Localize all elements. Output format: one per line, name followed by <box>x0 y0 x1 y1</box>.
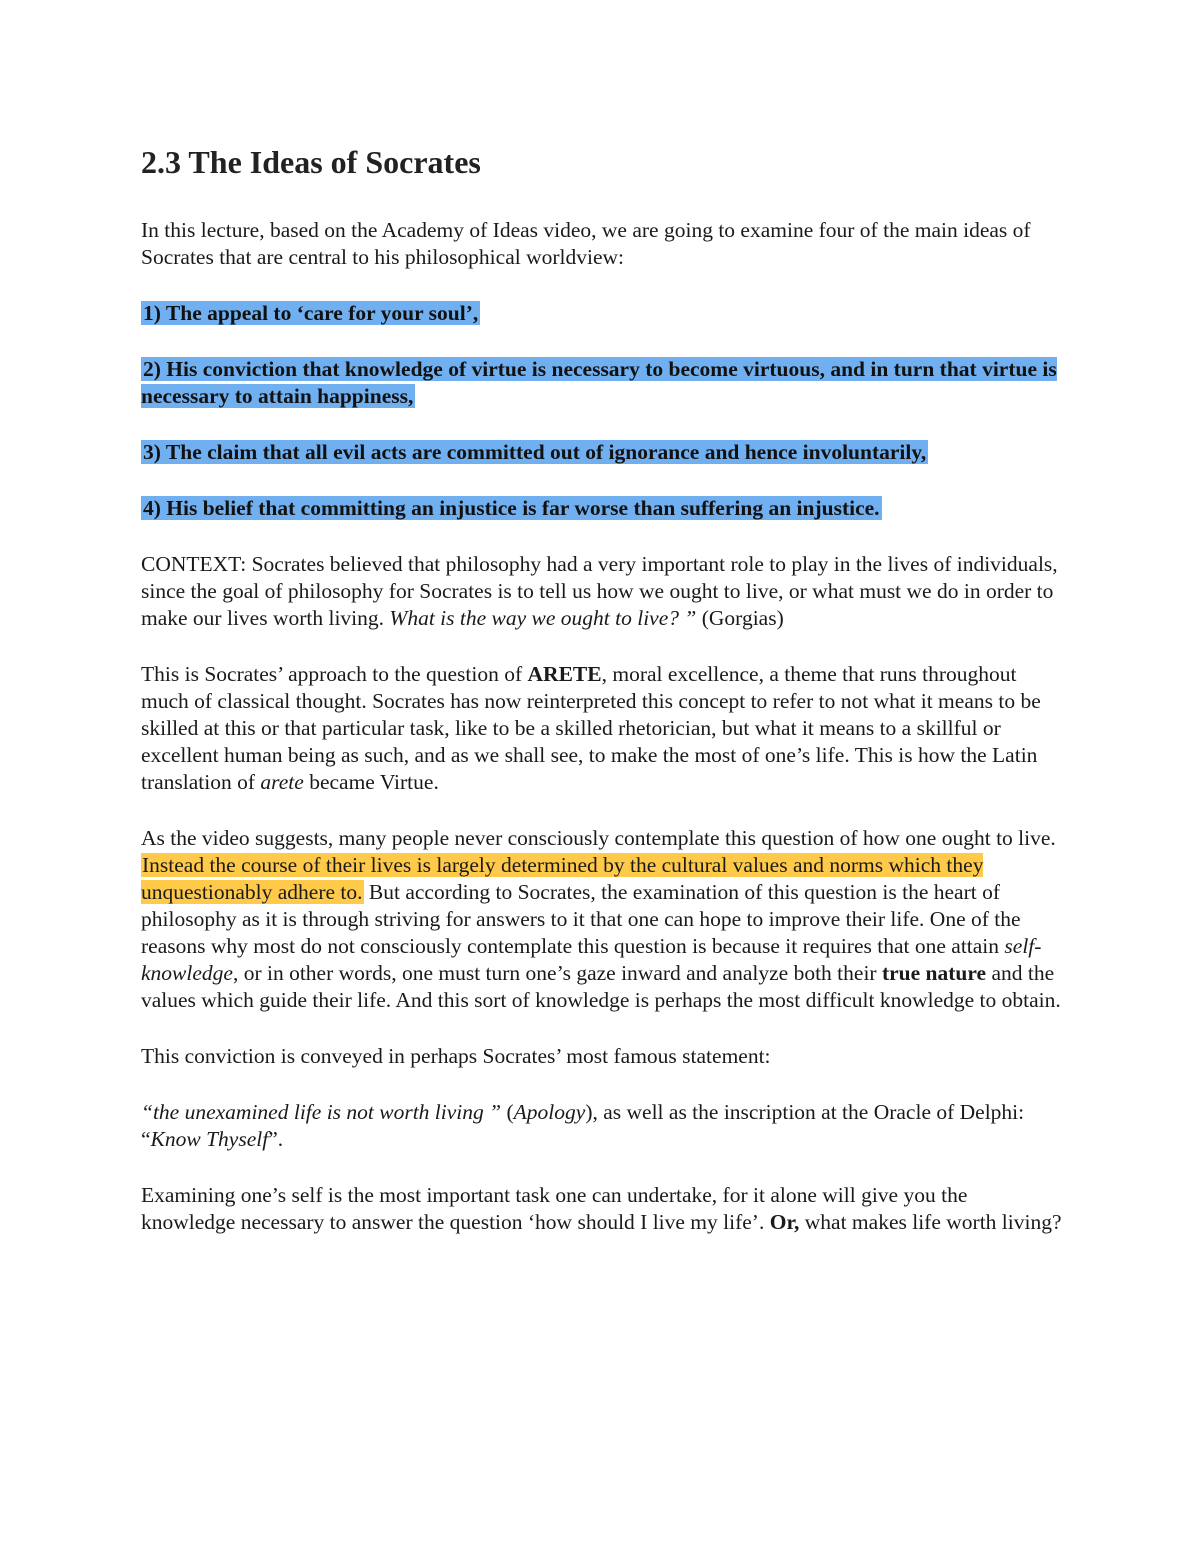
video-before: As the video suggests, many people never consciously contemplate this question of how one ought to live. <box>141 826 1056 850</box>
intro-paragraph: In this lecture, based on the Academy of Ideas video, we are going to examine four of the main ideas of Socrates that are central to his philosophical worldview: <box>141 218 1031 269</box>
arete-paragraph <box>141 661 1066 796</box>
quote-open-paren: ( <box>501 1100 514 1124</box>
context-text: CONTEXT: Socrates believed that philosophy had a very important role to play in the lives of individuals, since the goal of philosophy for Socrates is to tell us how we ought to live, or what must we do in order to make our lives worth living. <box>141 552 1058 630</box>
video-middle: But according to Socrates, the examination of this question is the heart of philosophy as it is through striving for answers to it that one can hope to improve their life. One of the reasons why most do not consciously contemplate this question is because it requires that one attain <box>141 880 1021 958</box>
closing-text: Examining one’s self is the most important task one can undertake, for it alone will give you the knowledge necessary to answer the question ‘how should I live my life’. <box>141 1183 968 1234</box>
closing-bold: Or, <box>769 1210 800 1234</box>
idea-1-highlight: 1) The appeal to ‘care for your soul’, <box>143 301 479 325</box>
idea-1 <box>141 300 1066 327</box>
page-title: 2.3 The Ideas of Socrates <box>141 144 481 180</box>
true-nature-term: true nature <box>881 961 987 985</box>
arete-after: became Virtue. <box>303 770 439 794</box>
closing-after: what makes life worth living? <box>799 1210 1062 1234</box>
idea-2 <box>141 356 1066 410</box>
video-after: and the values which guide their life. And this sort of knowledge is perhaps the most difficult knowledge to obtain. <box>141 961 1061 1012</box>
self-knowledge-term: self-knowledge <box>141 934 1042 985</box>
idea-2-highlight: 2) His conviction that knowledge of virtue is necessary to become virtuous, and in turn that virtue is necessary to attain happiness, <box>141 357 1057 408</box>
context-source: (Gorgias) <box>696 606 784 630</box>
video-highlight: Instead the course of their lives is largely determined by the cultural values and norms which they unquestionably adhere to. <box>141 853 984 904</box>
quote-mid: ), as well as the inscription at the Oracle of Delphi: “ <box>141 1100 1025 1151</box>
arete-middle: , moral excellence, a theme that runs throughout much of classical thought. Socrates has now reinterpreted this concept to refer to not what it means to be skilled at this or that particular task, like to be a skilled rhetorician, but what it means to a skillful or excellent human being as such, and as we shall see, to make the most of one’s life. This is how the Latin translation of <box>141 662 1041 794</box>
video-middle2: , or in other words, one must turn one’s gaze inward and analyze both their <box>232 961 882 985</box>
quote-close: ”. <box>268 1127 284 1151</box>
conviction-paragraph: This conviction is conveyed in perhaps Socrates’ most famous statement: <box>141 1044 771 1068</box>
idea-3-highlight: 3) The claim that all evil acts are committed out of ignorance and hence involuntarily, <box>143 440 927 464</box>
document-page <box>141 138 1066 1236</box>
closing-paragraph <box>141 1182 1066 1236</box>
arete-term: ARETE <box>527 662 602 686</box>
context-paragraph <box>141 551 1066 632</box>
quote-text: “the unexamined life is not worth living ” <box>141 1100 502 1124</box>
idea-4 <box>141 495 1066 522</box>
arete-term-italic: arete <box>260 770 304 794</box>
quote-source: Apology <box>513 1100 586 1124</box>
quote-paragraph <box>141 1099 1066 1153</box>
context-quote: What is the way we ought to live? ” <box>389 606 697 630</box>
video-paragraph <box>141 825 1066 1014</box>
arete-before: This is Socrates’ approach to the question of <box>141 662 528 686</box>
quote-inscription: Know Thyself <box>150 1127 269 1151</box>
idea-3 <box>141 439 1066 466</box>
idea-4-highlight: 4) His belief that committing an injustice is far worse than suffering an injustice. <box>143 496 880 520</box>
